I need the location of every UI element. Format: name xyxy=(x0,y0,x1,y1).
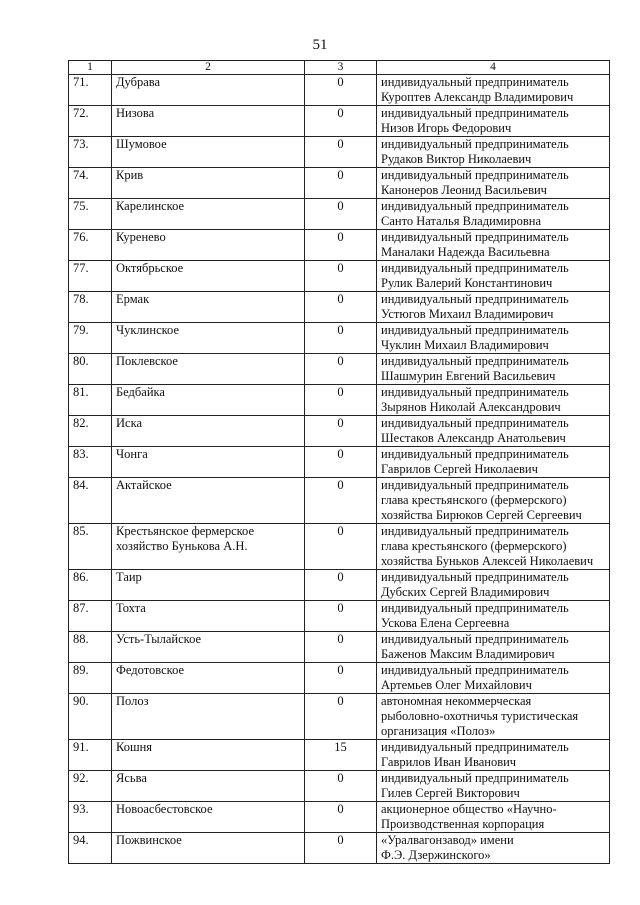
value-cell: 0 xyxy=(305,478,377,524)
hunting-ground-name-cell: Октябрьское xyxy=(112,261,305,292)
table-row xyxy=(69,323,610,354)
hunting-ground-name-cell: Кошня xyxy=(112,740,305,771)
row-number-cell: 82. xyxy=(69,416,112,447)
row-number-cell: 74. xyxy=(69,168,112,199)
value-cell: 0 xyxy=(305,663,377,694)
table-row xyxy=(69,771,610,802)
table-row xyxy=(69,447,610,478)
table-row xyxy=(69,802,610,833)
user-cell: индивидуальный предприниматель Куроптев Александр Владимирович xyxy=(377,75,610,106)
header-col-1: 1 xyxy=(69,61,112,75)
header-col-2: 2 xyxy=(112,61,305,75)
value-cell: 0 xyxy=(305,199,377,230)
value-cell: 0 xyxy=(305,694,377,740)
value-cell: 0 xyxy=(305,385,377,416)
table-body xyxy=(69,75,610,864)
user-cell: индивидуальный предприниматель Зырянов Николай Александрович xyxy=(377,385,610,416)
row-number-cell: 94. xyxy=(69,833,112,864)
table-row xyxy=(69,168,610,199)
user-cell: индивидуальный предприниматель Канонеров Леонид Васильевич xyxy=(377,168,610,199)
hunting-ground-name-cell: Чуклинское xyxy=(112,323,305,354)
row-number-cell: 71. xyxy=(69,75,112,106)
table-row xyxy=(69,261,610,292)
value-cell: 0 xyxy=(305,771,377,802)
user-cell: индивидуальный предприниматель Санто Наталья Владимировна xyxy=(377,199,610,230)
row-number-cell: 85. xyxy=(69,524,112,570)
hunting-ground-name-cell: Крив xyxy=(112,168,305,199)
hunting-ground-name-cell: Ясьва xyxy=(112,771,305,802)
value-cell: 0 xyxy=(305,323,377,354)
hunting-ground-name-cell: Карелинское xyxy=(112,199,305,230)
user-cell: «Уралвагонзавод» имени Ф.Э. Дзержинского» xyxy=(377,833,610,864)
hunting-ground-name-cell: Крестьянское фермерское хозяйство Бунькова А.Н. xyxy=(112,524,305,570)
table-row xyxy=(69,833,610,864)
value-cell: 0 xyxy=(305,601,377,632)
hunting-ground-name-cell: Пожвинское xyxy=(112,833,305,864)
row-number-cell: 89. xyxy=(69,663,112,694)
value-cell: 15 xyxy=(305,740,377,771)
user-cell: индивидуальный предприниматель Устюгов Михаил Владимирович xyxy=(377,292,610,323)
user-cell: индивидуальный предприниматель Гаврилов Иван Иванович xyxy=(377,740,610,771)
hunting-ground-name-cell: Поклевское xyxy=(112,354,305,385)
table-row xyxy=(69,601,610,632)
user-cell: индивидуальный предприниматель Гаврилов Сергей Николаевич xyxy=(377,447,610,478)
row-number-cell: 73. xyxy=(69,137,112,168)
table-row xyxy=(69,199,610,230)
row-number-cell: 92. xyxy=(69,771,112,802)
value-cell: 0 xyxy=(305,137,377,168)
table-row xyxy=(69,694,610,740)
user-cell: индивидуальный предприниматель глава крестьянского (фермерского) хозяйства Буньков Алексей Николаевич xyxy=(377,524,610,570)
hunting-ground-name-cell: Федотовское xyxy=(112,663,305,694)
user-cell: индивидуальный предприниматель Рулик Валерий Константинович xyxy=(377,261,610,292)
header-col-4: 4 xyxy=(377,61,610,75)
hunting-ground-name-cell: Бедбайка xyxy=(112,385,305,416)
row-number-cell: 79. xyxy=(69,323,112,354)
value-cell: 0 xyxy=(305,230,377,261)
hunting-ground-name-cell: Куренево xyxy=(112,230,305,261)
user-cell: индивидуальный предприниматель Рудаков Виктор Николаевич xyxy=(377,137,610,168)
user-cell: индивидуальный предприниматель Ускова Елена Сергеевна xyxy=(377,601,610,632)
hunting-grounds-table xyxy=(68,60,610,864)
user-cell: индивидуальный предприниматель глава крестьянского (фермерского) хозяйства Бирюков Сергей Сергеевич xyxy=(377,478,610,524)
user-cell: индивидуальный предприниматель Шестаков Александр Анатольевич xyxy=(377,416,610,447)
row-number-cell: 80. xyxy=(69,354,112,385)
value-cell: 0 xyxy=(305,833,377,864)
hunting-ground-name-cell: Новоасбестовское xyxy=(112,802,305,833)
row-number-cell: 88. xyxy=(69,632,112,663)
user-cell: индивидуальный предприниматель Чуклин Михаил Владимирович xyxy=(377,323,610,354)
user-cell: акционерное общество «Научно- Производственная корпорация xyxy=(377,802,610,833)
row-number-cell: 72. xyxy=(69,106,112,137)
value-cell: 0 xyxy=(305,168,377,199)
table-row xyxy=(69,478,610,524)
row-number-cell: 84. xyxy=(69,478,112,524)
value-cell: 0 xyxy=(305,261,377,292)
value-cell: 0 xyxy=(305,570,377,601)
table-row xyxy=(69,416,610,447)
hunting-ground-name-cell: Ермак xyxy=(112,292,305,323)
hunting-ground-name-cell: Таир xyxy=(112,570,305,601)
table-row xyxy=(69,230,610,261)
table-row xyxy=(69,106,610,137)
value-cell: 0 xyxy=(305,524,377,570)
row-number-cell: 77. xyxy=(69,261,112,292)
hunting-ground-name-cell: Шумовое xyxy=(112,137,305,168)
hunting-ground-name-cell: Иска xyxy=(112,416,305,447)
hunting-ground-name-cell: Полоз xyxy=(112,694,305,740)
value-cell: 0 xyxy=(305,75,377,106)
row-number-cell: 91. xyxy=(69,740,112,771)
user-cell: индивидуальный предприниматель Шашмурин Евгений Васильевич xyxy=(377,354,610,385)
table-row xyxy=(69,385,610,416)
user-cell: индивидуальный предприниматель Низов Игорь Федорович xyxy=(377,106,610,137)
table-row xyxy=(69,632,610,663)
table-row xyxy=(69,663,610,694)
value-cell: 0 xyxy=(305,292,377,323)
value-cell: 0 xyxy=(305,632,377,663)
value-cell: 0 xyxy=(305,354,377,385)
hunting-ground-name-cell: Тохта xyxy=(112,601,305,632)
user-cell: индивидуальный предприниматель Дубских Сергей Владимирович xyxy=(377,570,610,601)
row-number-cell: 90. xyxy=(69,694,112,740)
table-row xyxy=(69,75,610,106)
table-row xyxy=(69,570,610,601)
table-row xyxy=(69,354,610,385)
hunting-ground-name-cell: Дубрава xyxy=(112,75,305,106)
hunting-ground-name-cell: Актайское xyxy=(112,478,305,524)
row-number-cell: 87. xyxy=(69,601,112,632)
row-number-cell: 75. xyxy=(69,199,112,230)
value-cell: 0 xyxy=(305,106,377,137)
user-cell: автономная некоммерческая рыболовно-охотничья туристическая организация «Полоз» xyxy=(377,694,610,740)
value-cell: 0 xyxy=(305,802,377,833)
row-number-cell: 93. xyxy=(69,802,112,833)
value-cell: 0 xyxy=(305,447,377,478)
row-number-cell: 78. xyxy=(69,292,112,323)
table-row xyxy=(69,524,610,570)
table-row xyxy=(69,740,610,771)
hunting-ground-name-cell: Чонга xyxy=(112,447,305,478)
hunting-ground-name-cell: Усть-Тылайское xyxy=(112,632,305,663)
header-col-3: 3 xyxy=(305,61,377,75)
table-row xyxy=(69,292,610,323)
user-cell: индивидуальный предприниматель Маналаки Надежда Васильевна xyxy=(377,230,610,261)
value-cell: 0 xyxy=(305,416,377,447)
row-number-cell: 83. xyxy=(69,447,112,478)
user-cell: индивидуальный предприниматель Баженов Максим Владимирович xyxy=(377,632,610,663)
user-cell: индивидуальный предприниматель Гилев Сергей Викторович xyxy=(377,771,610,802)
table-row xyxy=(69,137,610,168)
hunting-ground-name-cell: Низова xyxy=(112,106,305,137)
table-header-row xyxy=(69,61,610,75)
row-number-cell: 76. xyxy=(69,230,112,261)
row-number-cell: 86. xyxy=(69,570,112,601)
user-cell: индивидуальный предприниматель Артемьев Олег Михайлович xyxy=(377,663,610,694)
row-number-cell: 81. xyxy=(69,385,112,416)
page-number: 51 xyxy=(312,37,328,53)
